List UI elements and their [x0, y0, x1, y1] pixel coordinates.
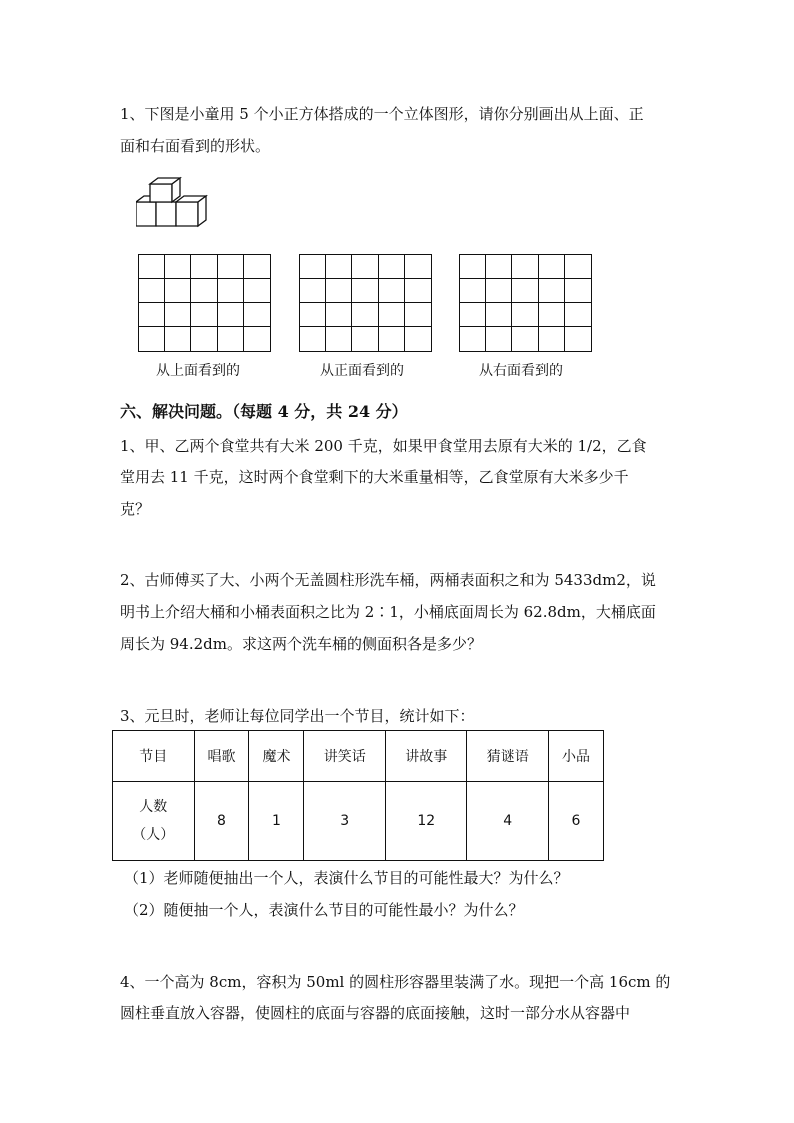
q3-intro: 3、元旦时，老师让每位同学出一个节目，统计如下： [120, 707, 475, 725]
cube-front-top [150, 184, 172, 202]
table-header-cell: 魔术 [249, 731, 304, 782]
table-row [113, 782, 604, 861]
right-view-grid[interactable] [459, 254, 592, 352]
table-header-cell: 唱歌 [194, 731, 249, 782]
top-view-grid[interactable] [138, 254, 271, 352]
program-stats-table [112, 730, 604, 861]
row-label-line-2: （人） [132, 827, 175, 843]
table-header-cell: 小品 [549, 731, 604, 782]
q4-line-2: 圆柱垂直放入容器，使圆柱的底面与容器的底面接触，这时一部分水从容器中 [120, 1004, 631, 1022]
q3-sub-question-1: （1）老师随便抽出一个人，表演什么节目的可能性最大？为什么？ [124, 869, 569, 887]
section-title: 六、解决问题。（每题 4 分，共 24 分） [120, 402, 408, 421]
cube-question-line-2: 面和右面看到的形状。 [120, 137, 271, 155]
top-view-caption: 从上面看到的 [156, 363, 240, 379]
cube-question-line-1: 1、下图是小童用 5 个小正方体搭成的一个立体图形，请你分别画出从上面、正 [120, 105, 644, 123]
q2-line-2: 明书上介绍大桶和小桶表面积之比为 2∶1，小桶底面周长为 62.8dm，大桶底面 [120, 603, 656, 621]
table-header-cell: 讲故事 [385, 731, 467, 782]
q4-line-1: 4、一个高为 8cm，容积为 50ml 的圆柱形容器里装满了水。现把一个高 16cm 的 [120, 973, 671, 991]
cube-figure [136, 176, 208, 228]
q1-line-1: 1、甲、乙两个食堂共有大米 200 千克，如果甲食堂用去原有大米的 1/2，乙食 [120, 437, 647, 455]
table-header-cell: 节目 [113, 731, 195, 782]
table-row-label [113, 782, 195, 861]
cube-side-right [198, 196, 206, 226]
table-cell: 12 [385, 782, 467, 861]
q3-sub-question-2: （2）随便抽一个人，表演什么节目的可能性最小？为什么？ [124, 901, 524, 919]
q2-line-1: 2、古师傅买了大、小两个无盖圆柱形洗车桶，两桶表面积之和为 5433dm2，说 [120, 571, 656, 589]
right-view-caption: 从右面看到的 [479, 363, 563, 379]
table-header-cell: 猜谜语 [467, 731, 549, 782]
table-cell: 4 [467, 782, 549, 861]
table-header-cell: 讲笑话 [304, 731, 386, 782]
row-label-line-1: 人数 [139, 799, 168, 815]
table-cell: 3 [304, 782, 386, 861]
table-cell: 6 [549, 782, 604, 861]
q2-line-3: 周长为 94.2dm。求这两个洗车桶的侧面积各是多少？ [120, 635, 482, 653]
cube-front-middle [156, 202, 176, 226]
front-view-grid[interactable] [299, 254, 432, 352]
cube-front-right [176, 202, 198, 226]
front-view-caption: 从正面看到的 [320, 363, 404, 379]
q1-line-3: 克？ [120, 500, 151, 518]
q1-line-2: 堂用去 11 千克，这时两个食堂剩下的大米重量相等，乙食堂原有大米多少千 [120, 468, 629, 486]
table-cell: 8 [194, 782, 249, 861]
cube-front-left [136, 202, 156, 226]
table-header-row [113, 731, 604, 782]
table-cell: 1 [249, 782, 304, 861]
